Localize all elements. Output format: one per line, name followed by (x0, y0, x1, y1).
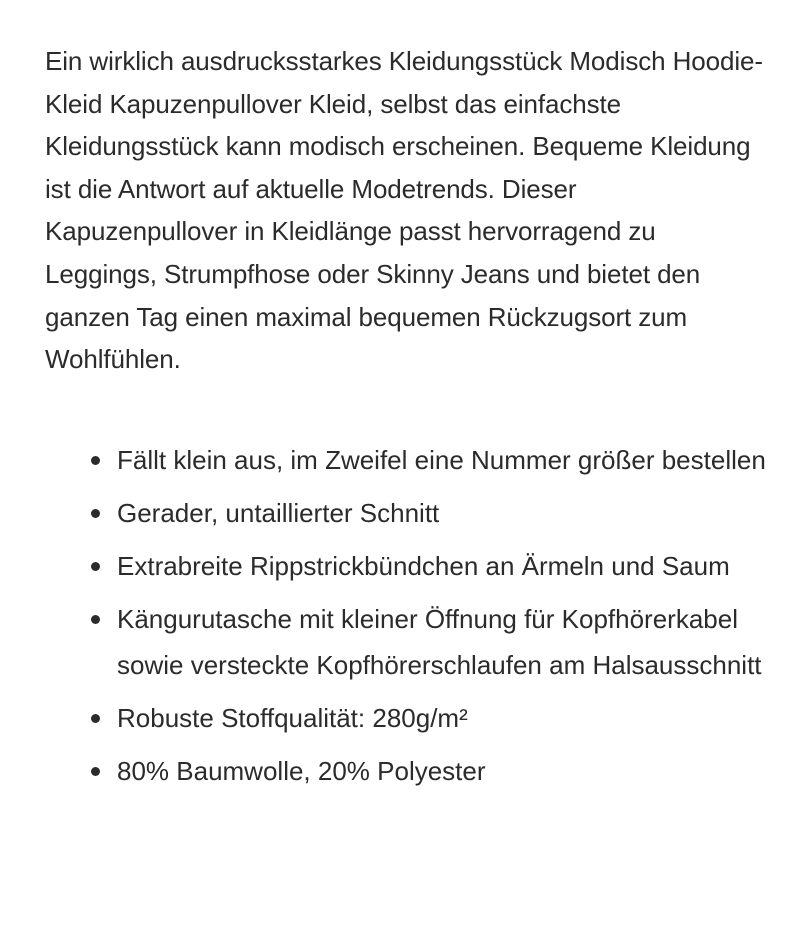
bullet-icon (91, 562, 100, 571)
feature-list (45, 437, 770, 794)
feature-text: 80% Baumwolle, 20% Polyester (117, 755, 486, 786)
feature-list-item (45, 748, 770, 794)
feature-text: Gerader, untaillierter Schnitt (117, 497, 440, 528)
feature-list-item (45, 695, 770, 741)
feature-text: Fällt klein aus, im Zweifel eine Nummer größer bestellen (117, 444, 766, 475)
feature-list-item (45, 543, 770, 589)
feature-list-item (45, 437, 770, 483)
bullet-icon (91, 767, 100, 776)
bullet-icon (91, 714, 100, 723)
bullet-icon (91, 456, 100, 465)
feature-list-item (45, 596, 770, 688)
bullet-icon (91, 509, 100, 518)
product-description-text: Ein wirklich ausdrucksstarkes Kleidungsstück Modisch Hoodie-Kleid Kapuzenpullover Kleid, selbst das einfachste Kleidungsstück kann modisch erscheinen. Bequeme Kleidung ist die Antwort auf aktuelle Modetrends. Dieser Kapuzenpullover in Kleidlänge passt hervorragend zu Leggings, Strumpfhose oder Skinny Jeans und bietet den ganzen Tag einen maximal bequemen Rückzugsort zum Wohlfühlen. (45, 46, 763, 375)
feature-list-item (45, 490, 770, 536)
bullet-icon (91, 615, 100, 624)
feature-text: Extrabreite Rippstrickbündchen an Ärmeln und Saum (117, 550, 730, 581)
feature-text: Kängurutasche mit kleiner Öffnung für Kopfhörerkabel sowie versteckte Kopfhörerschlaufen am Halsausschnitt (117, 603, 762, 680)
feature-text: Robuste Stoffqualität: 280g/m² (117, 702, 468, 733)
